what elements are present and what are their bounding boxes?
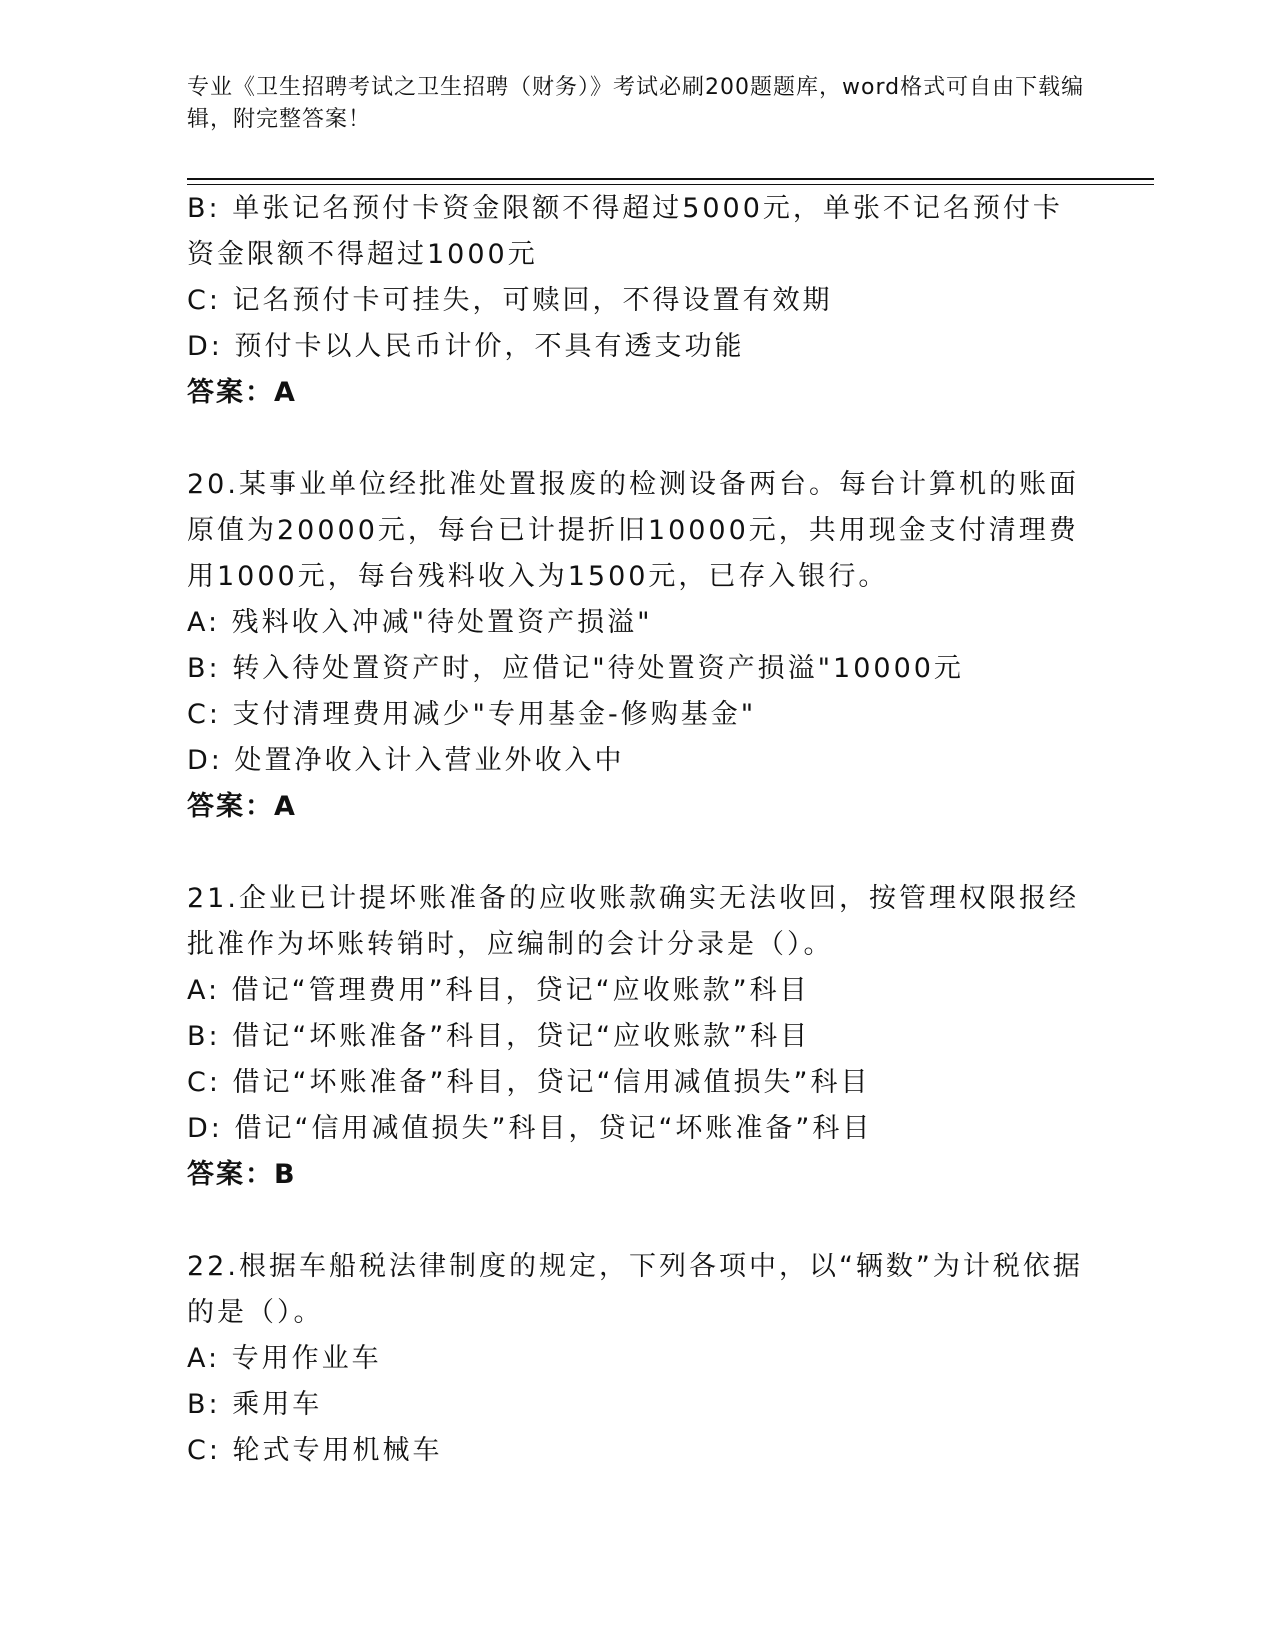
option-c: C: 借记“坏账准备”科目，贷记“信用减值损失”科目 [187,1067,871,1098]
option-d: D: 预付卡以人民币计价，不具有透支功能 [187,331,745,362]
document-body [187,186,1087,1474]
question-block-21 [187,876,1087,1198]
option-a: A: 借记“管理费用”科目，贷记“应收账款”科目 [187,975,810,1006]
option-c: C: 轮式专用机械车 [187,1435,443,1466]
option-b: B: 转入待处置资产时，应借记"待处置资产损溢"10000元 [187,653,964,684]
question-stem: 21.企业已计提坏账准备的应收账款确实无法收回，按管理权限报经批准作为坏账转销时，应编制的会计分录是（）。 [187,883,1079,960]
option-b: B: 单张记名预付卡资金限额不得超过5000元，单张不记名预付卡资金限额不得超过1000元 [187,193,1063,270]
option-c: C: 记名预付卡可挂失，可赎回，不得设置有效期 [187,285,833,316]
question-block-22 [187,1244,1087,1474]
spacer [187,830,1087,876]
option-d: D: 处置净收入计入营业外收入中 [187,745,625,776]
header-rule-thick [187,178,1154,180]
answer: 答案：B [187,1159,297,1190]
option-d: D: 借记“信用减值损失”科目，贷记“坏账准备”科目 [187,1113,873,1144]
spacer [187,1198,1087,1244]
answer: 答案：A [187,791,297,822]
option-b: B: 借记“坏账准备”科目，贷记“应收账款”科目 [187,1021,811,1052]
option-c: C: 支付清理费用减少"专用基金-修购基金" [187,699,757,730]
question-block-19 [187,186,1087,416]
option-a: A: 残料收入冲减"待处置资产损溢" [187,607,653,638]
option-a: A: 专用作业车 [187,1343,382,1374]
document-header: 专业《卫生招聘考试之卫生招聘（财务）》考试必刷200题题库，word格式可自由下载编辑，附完整答案！ [187,75,1085,132]
spacer [187,416,1087,462]
option-b: B: 乘用车 [187,1389,323,1420]
question-block-20 [187,462,1087,830]
question-stem: 20.某事业单位经批准处置报废的检测设备两台。每台计算机的账面原值为20000元，每台已计提折旧10000元，共用现金支付清理费用1000元，每台残料收入为1500元，已存入银行。 [187,469,1079,592]
answer: 答案：A [187,377,297,408]
question-stem: 22.根据车船税法律制度的规定，下列各项中，以“辆数”为计税依据的是（）。 [187,1251,1083,1328]
header-rule-thin [187,184,1154,185]
